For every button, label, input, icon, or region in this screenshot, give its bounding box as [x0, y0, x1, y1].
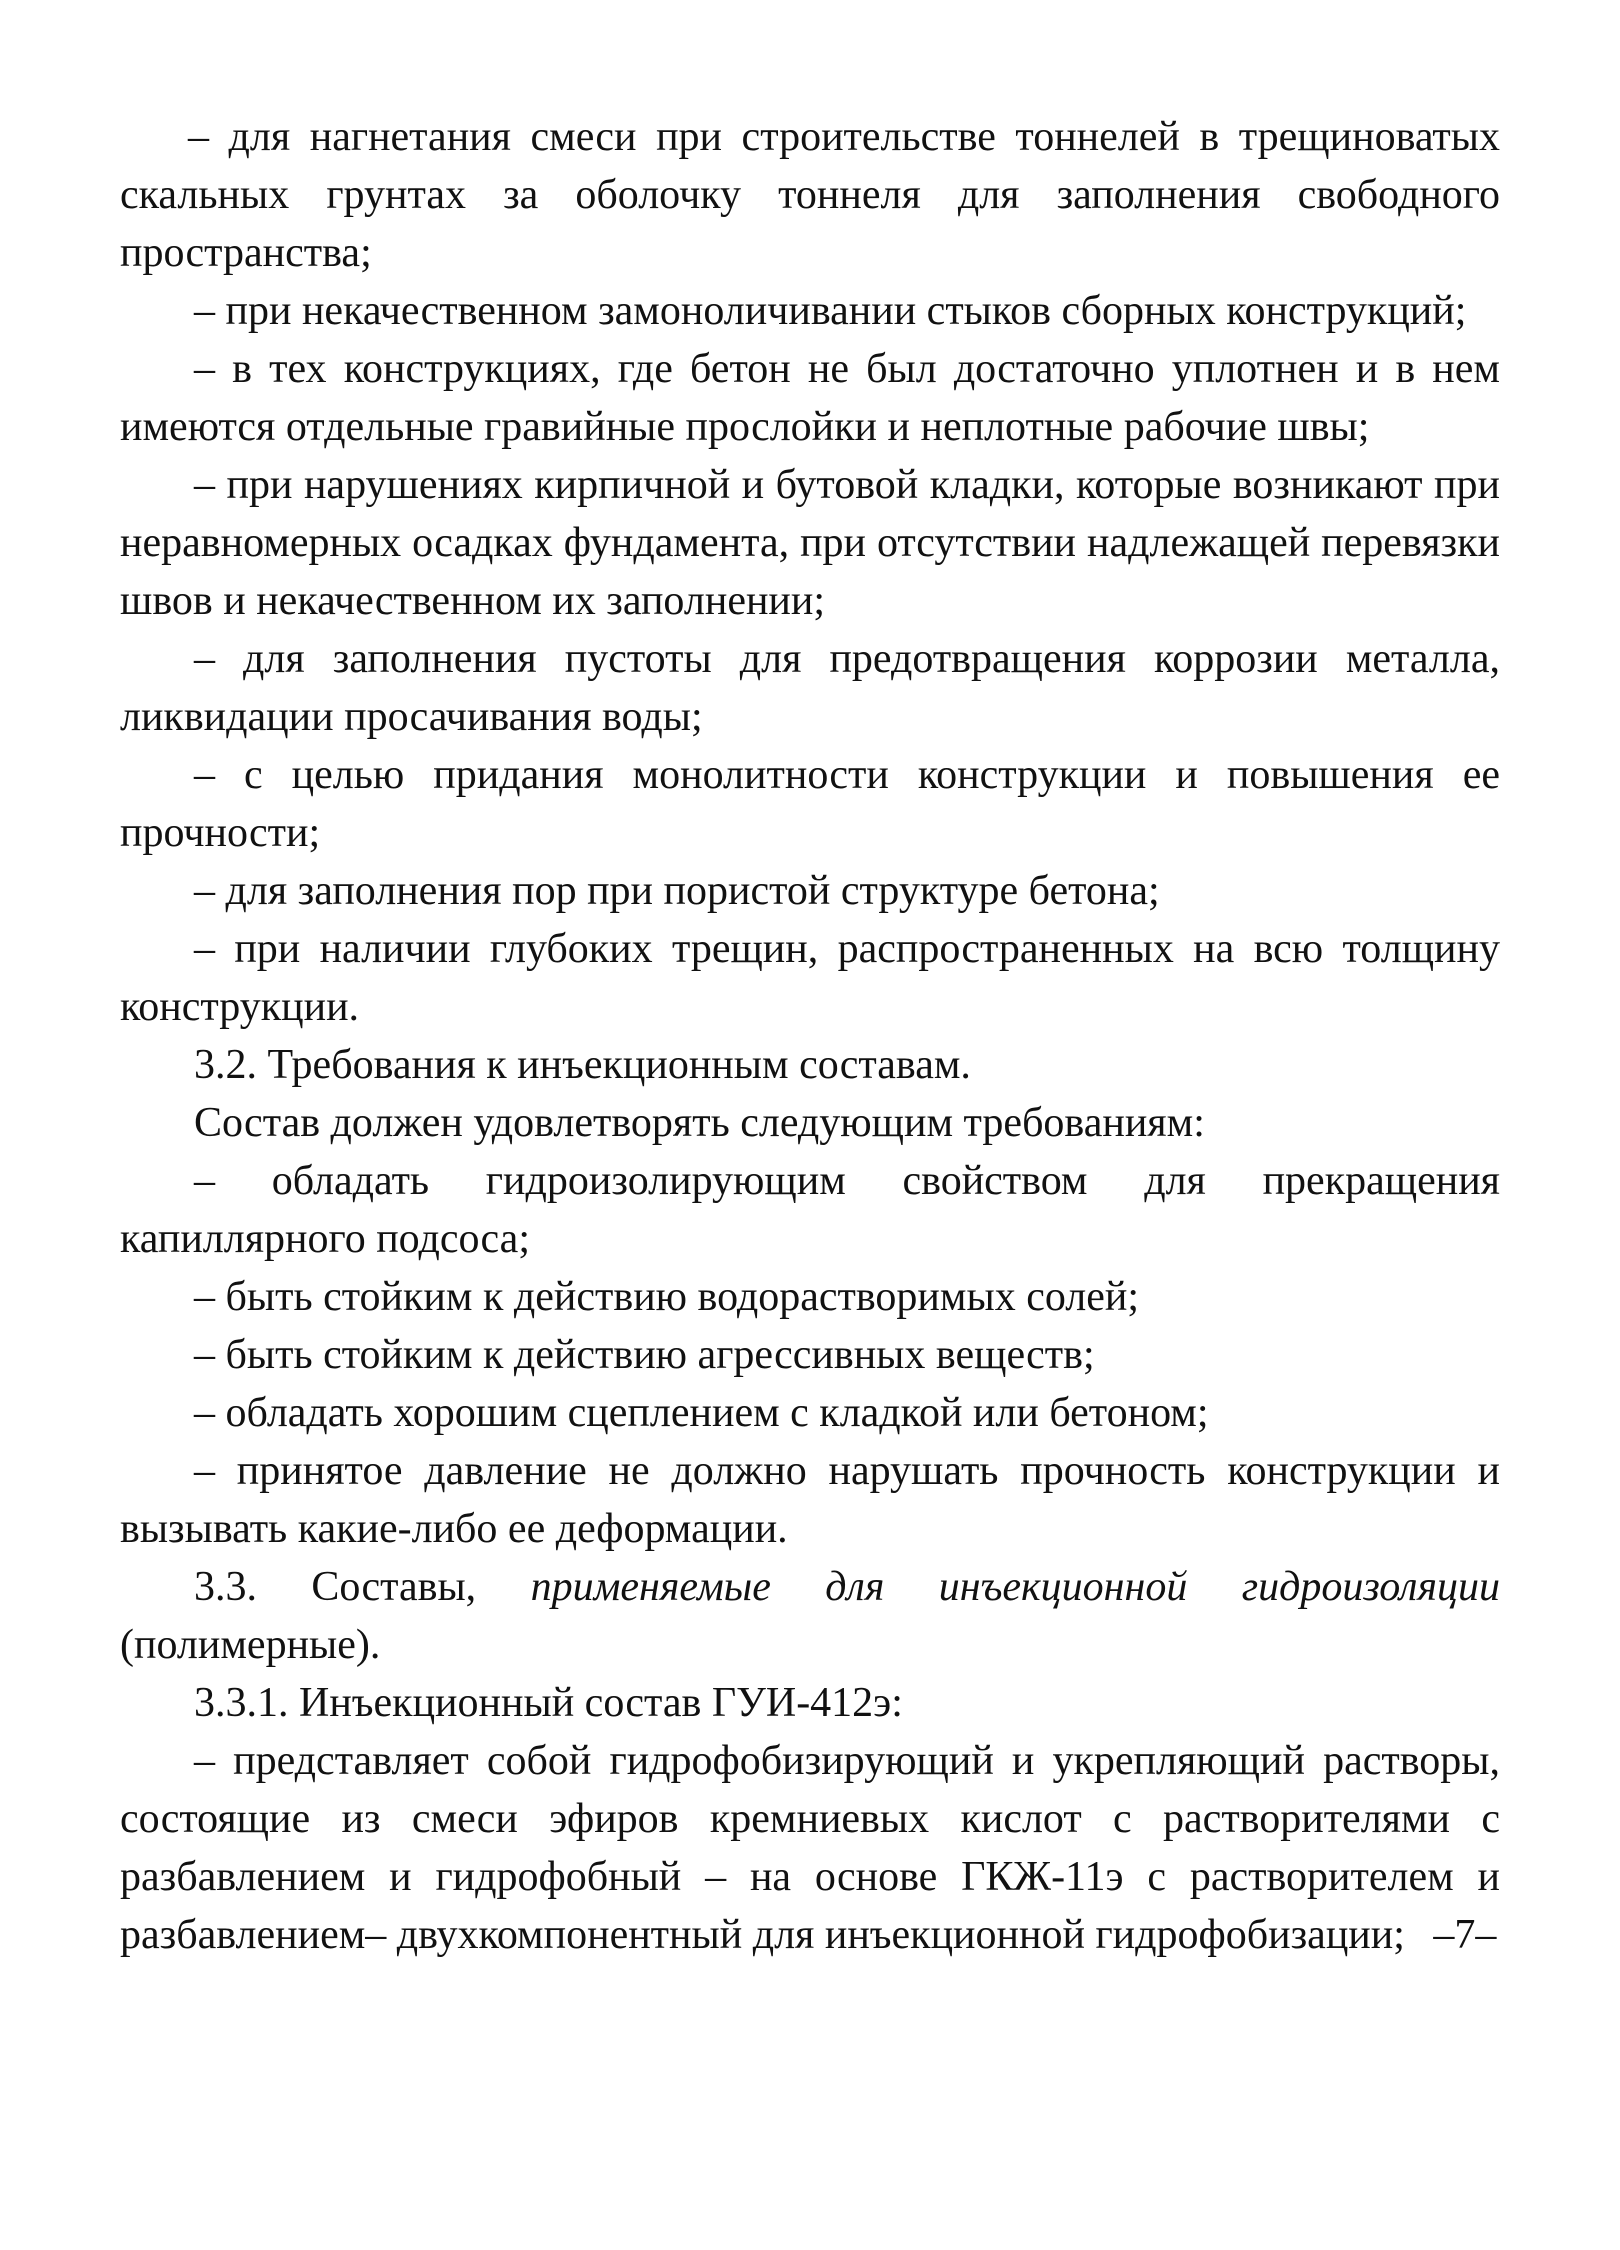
requirement-aggressive-resistance: – быть стойким к действию агрессивных веществ; [194, 1332, 1095, 1378]
section-3-2-heading: 3.2. Требования к инъекционным составам. [194, 1042, 971, 1088]
requirements-intro: Состав должен удовлетворять следующим требованиям: [194, 1100, 1205, 1146]
requirement-pressure: – принятое давление не должно нарушать прочность конструкции и вызывать какие-либо ее деформации. [120, 1448, 1500, 1552]
requirement-waterproofing: – обладать гидроизолирующим свойством для прекращения капиллярного подсоса; [120, 1158, 1500, 1262]
paragraph-pore-filling: – для заполнения пор при пористой структуре бетона; [194, 868, 1160, 914]
requirement-salt-resistance: – быть стойким к действию водорастворимых солей; [194, 1274, 1140, 1320]
paragraph-poorly-compacted-concrete: – в тех конструкциях, где бетон не был достаточно уплотнен и в нем имеются отдельные гравийные прослойки и неплотные рабочие швы; [120, 346, 1500, 450]
paragraph-deep-cracks: – при наличии глубоких трещин, распространенных на всю толщину конструкции. [120, 926, 1500, 1030]
paragraph-masonry-defects: – при нарушениях кирпичной и бутовой кладки, которые возникают при неравномерных осадках фундамента, при отсутствии надлежащей перевязки швов и некачественном их заполнении; [120, 462, 1500, 624]
section-3-3-1-heading: 3.3.1. Инъекционный состав ГУИ-412э: [194, 1680, 903, 1726]
paragraph-monolithic-strength: – с целью придания монолитности конструкции и повышения ее прочности; [120, 752, 1500, 856]
final-paragraph [120, 1732, 1500, 1964]
section-3-3-heading [120, 1558, 1500, 1674]
section-3-3-normal-text: Составы, [311, 1564, 477, 1610]
section-3-3-italic-text: применяемые для инъекционной гидроизоляции [530, 1564, 1501, 1610]
paragraph-tunnel-injection: – для нагнетания смеси при строительстве тоннелей в трещиноватых скальных грунтах за оболочку тоннеля для заполнения свободного пространства; [120, 114, 1500, 276]
paragraph-void-filling: – для заполнения пустоты для предотвращения коррозии металла, ликвидации просачивания воды; [120, 636, 1500, 740]
section-3-3-trailing-text: (полимерные). [120, 1622, 381, 1668]
requirement-adhesion: – обладать хорошим сцеплением с кладкой или бетоном; [194, 1390, 1209, 1436]
section-3-3-number: 3.3. [194, 1564, 257, 1610]
page-number: –7– [1433, 1912, 1497, 1958]
final-paragraph-text: – представляет собой гидрофобизирующий и укрепляющий растворы, состоящие из смеси эфиров кремниевых кислот с растворителями с разбавлением и гидрофобный – на основе ГКЖ-11э с растворителем и разбавлением– двухкомпонентный для инъекционной гидрофобизации; [120, 1738, 1500, 1958]
document-page [120, 108, 1500, 1964]
paragraph-joint-monolithing: – при некачественном замоноличивании стыков сборных конструкций; [194, 288, 1467, 334]
